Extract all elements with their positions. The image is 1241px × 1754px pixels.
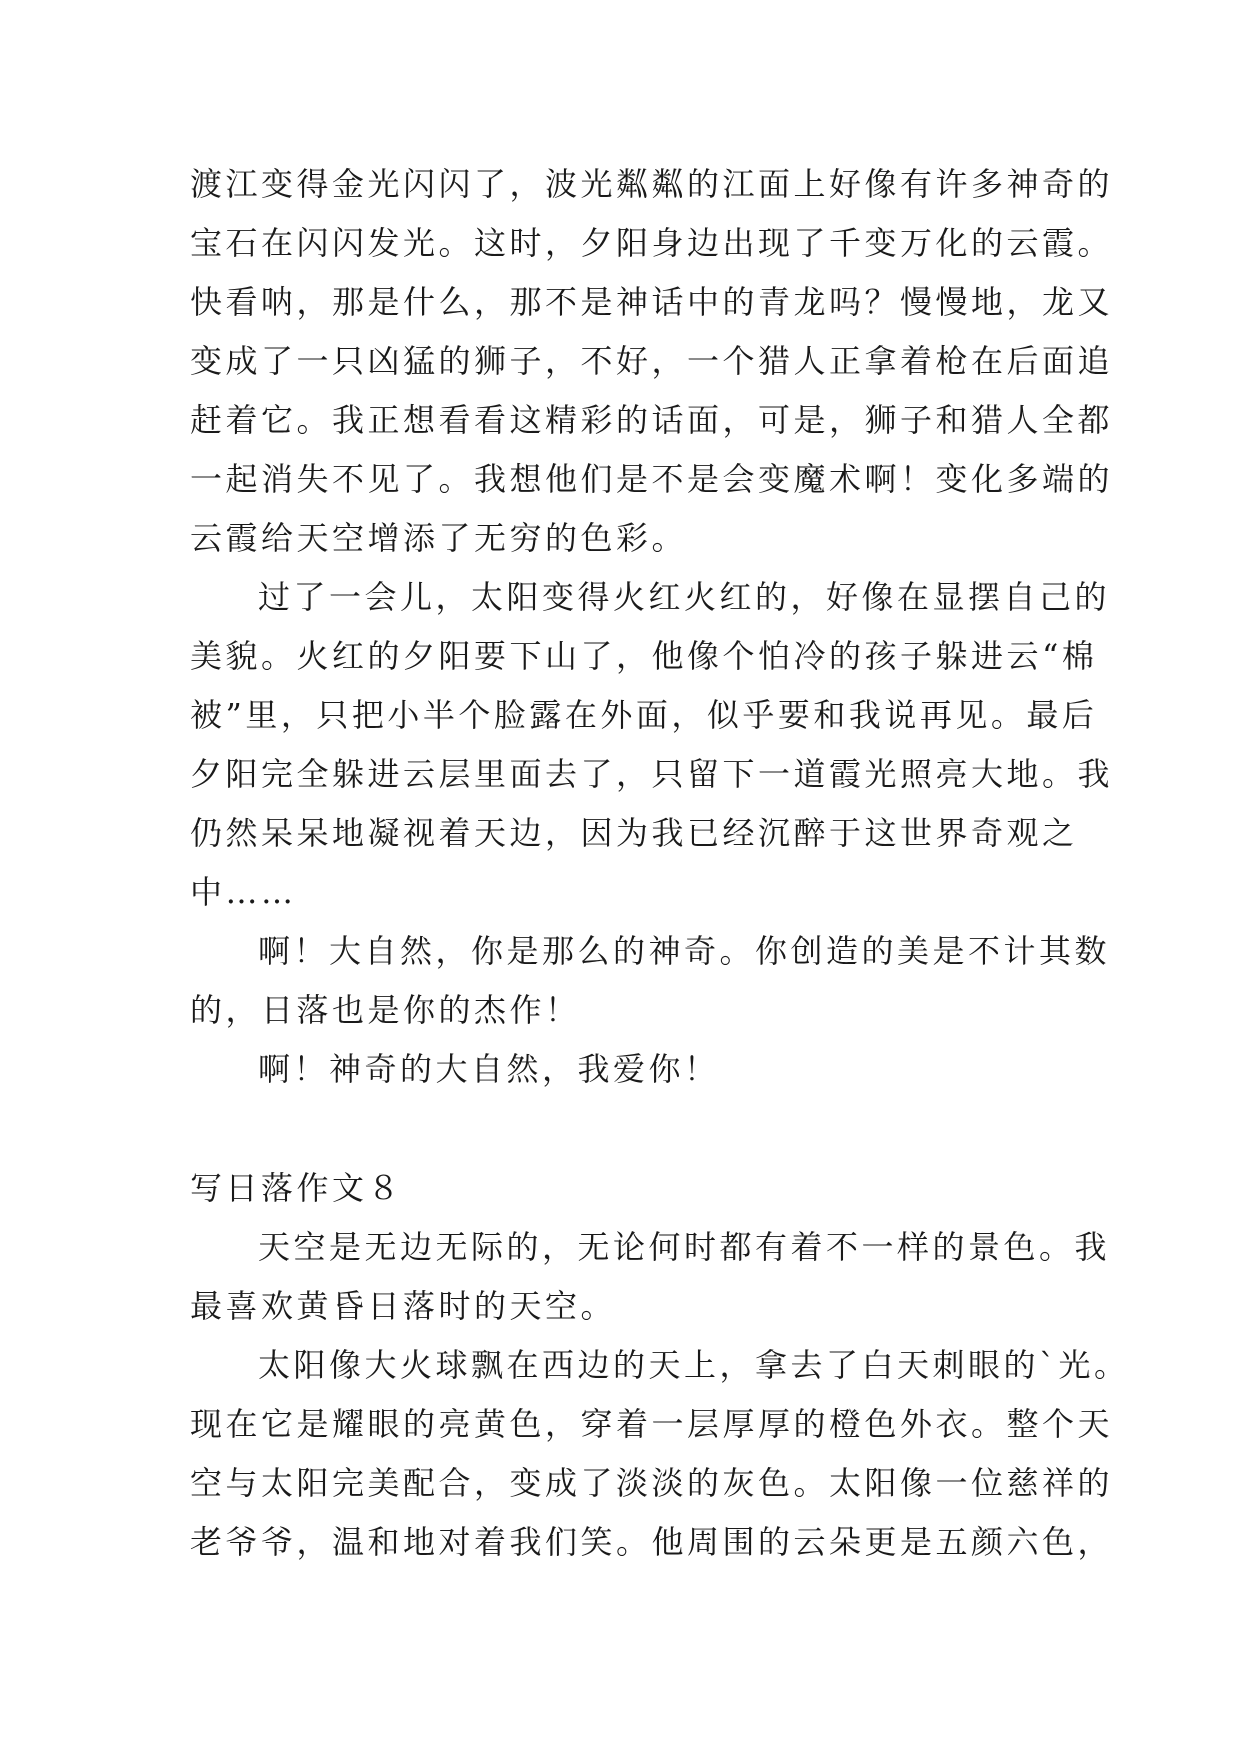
- section-title: 写日落作文８: [190, 1169, 404, 1207]
- text-line: 变成了一只凶猛的狮子，不好，一个猎人正拿着枪在后面追: [190, 342, 1114, 380]
- text-line: 渡江变得金光闪闪了，波光粼粼的江面上好像有许多神奇的: [190, 165, 1114, 203]
- text-line: 赶着它。我正想看看这精彩的话面，可是，狮子和猎人全都: [190, 401, 1114, 439]
- text-line: 云霞给天空增添了无穷的色彩。: [190, 519, 688, 557]
- paragraph-start-line: 啊！神奇的大自然，我爱你！: [258, 1050, 720, 1088]
- text-line: 的，日落也是你的杰作！: [190, 991, 581, 1029]
- text-line: 宝石在闪闪发光。这时，夕阳身边出现了千变万化的云霞。: [190, 224, 1114, 262]
- text-line: 老爷爷，温和地对着我们笑。他周围的云朵更是五颜六色，: [190, 1523, 1114, 1561]
- document-body: [190, 155, 1130, 1572]
- paragraph-start-line: 过了一会儿，太阳变得火红火红的，好像在显摆自己的: [258, 578, 1111, 616]
- text-line: 一起消失不见了。我想他们是不是会变魔术啊！变化多端的: [190, 460, 1114, 498]
- paragraph-start-line: 太阳像大火球飘在西边的天上，拿去了白天刺眼的`光。: [258, 1346, 1130, 1384]
- text-line: 空与太阳完美配合，变成了淡淡的灰色。太阳像一位慈祥的: [190, 1464, 1114, 1502]
- text-line: 夕阳完全躲进云层里面去了，只留下一道霞光照亮大地。我: [190, 755, 1114, 793]
- text-line: 现在它是耀眼的亮黄色，穿着一层厚厚的橙色外衣。整个天: [190, 1405, 1114, 1443]
- text-line: 最喜欢黄昏日落时的天空。: [190, 1287, 617, 1325]
- text-line: 美貌。火红的夕阳要下山了，他像个怕冷的孩子躲进云“棉: [190, 637, 1098, 675]
- paragraph-start-line: 天空是无边无际的，无论何时都有着不一样的景色。我: [258, 1228, 1111, 1266]
- text-line: 中……: [190, 873, 297, 911]
- text-line: 仍然呆呆地凝视着天边，因为我已经沉醉于这世界奇观之: [190, 814, 1078, 852]
- text-line: 被”里，只把小半个脸露在外面，似乎要和我说再见。最后: [190, 696, 1098, 734]
- paragraph-start-line: 啊！大自然，你是那么的神奇。你创造的美是不计其数: [258, 932, 1111, 970]
- text-line: 快看呐，那是什么，那不是神话中的青龙吗？慢慢地，龙又: [190, 283, 1114, 321]
- section-spacer: [190, 1099, 1070, 1159]
